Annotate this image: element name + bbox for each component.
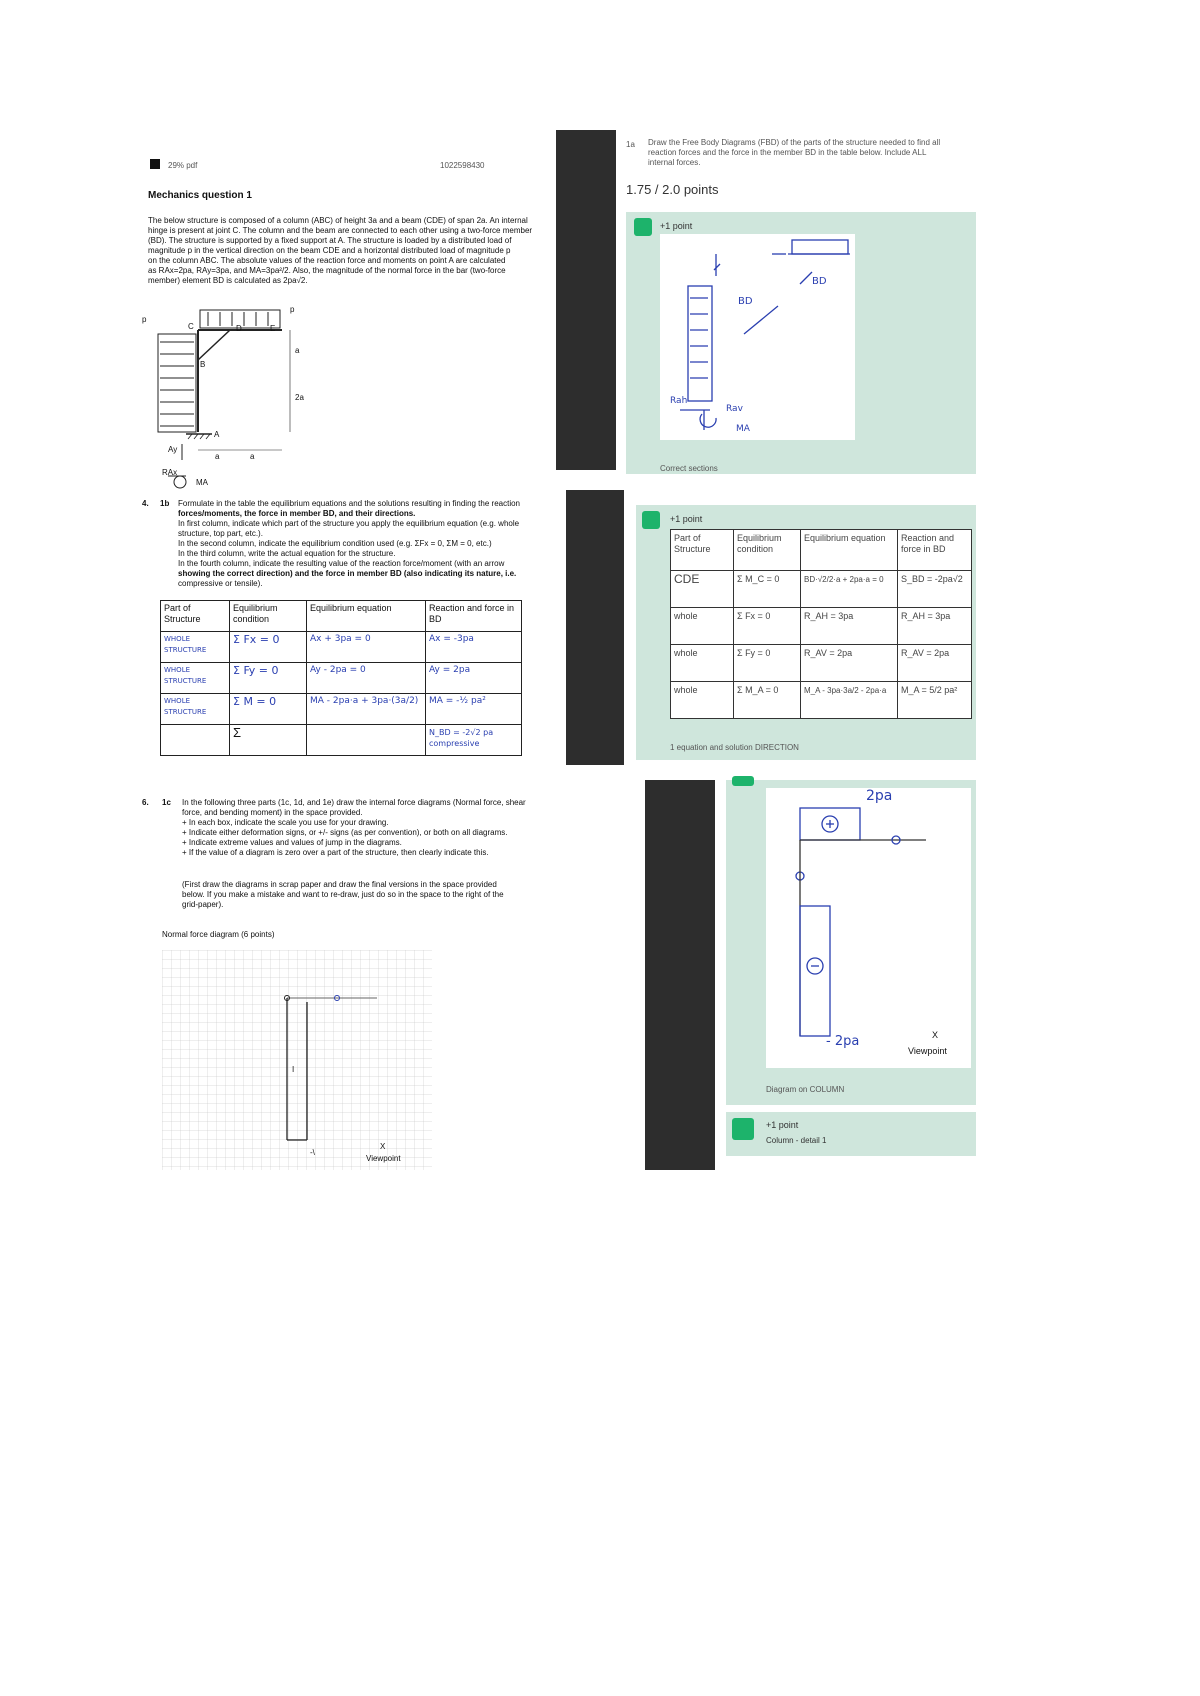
fbd-text: Draw the Free Body Diagrams (FBD) of the parts of the structure needed to find all: [648, 138, 941, 147]
column-detail-label: Column - detail 1: [766, 1136, 827, 1145]
nfd-sketch: [766, 788, 971, 1068]
table-cell: R_AH = 3pa: [898, 608, 972, 645]
table-cell: WHOLE STRUCTURE: [161, 663, 230, 694]
scan-border: [566, 490, 624, 765]
table-row: [161, 725, 522, 756]
q1b-num: 4.: [142, 499, 149, 508]
fbd-label-bd: BD: [738, 296, 753, 307]
question-title: Mechanics question 1: [148, 190, 252, 201]
header-left: 29% pdf: [168, 161, 198, 170]
q1b-line: showing the correct direction) and the force in member BD (also indicating its nature, i.e.: [178, 569, 517, 578]
table-header: Equilibrium condition: [734, 530, 801, 571]
nfd-graded-panel: [726, 780, 976, 1105]
intro-line: (BD). The structure is supported by a fixed support at A. The structure is loaded by a distributed load of: [148, 236, 512, 245]
table-cell: Σ M_A = 0: [734, 682, 801, 719]
table-header-row: [671, 530, 972, 571]
q1b-line: In the fourth column, indicate the resulting value of the reaction force/moment (with an arrow: [178, 559, 505, 568]
table-cell: N_BD = -2√2 pa compressive: [426, 725, 522, 756]
table-header: Equilibrium condition: [230, 601, 307, 632]
fbd-qnum: 1a: [626, 140, 635, 149]
table-header: Part of Structure: [161, 601, 230, 632]
normal-force-grid: [162, 950, 432, 1170]
fbd-sketch: [660, 234, 855, 440]
label-d: D: [236, 324, 242, 333]
table-header: Reaction and force in BD: [898, 530, 972, 571]
label-c: C: [188, 322, 194, 331]
q1b-table: [160, 600, 522, 756]
label-ay: Ay: [168, 445, 178, 454]
q1c-note: [182, 880, 612, 910]
table-header: Equilibrium equation: [801, 530, 898, 571]
fbd-drawing: [660, 234, 855, 440]
table-cell: Σ M_C = 0: [734, 571, 801, 608]
q1b-line: Formulate in the table the equilibrium equations and the solutions resulting in finding the reaction: [178, 499, 520, 508]
table-cell: Ax + 3pa = 0: [307, 632, 426, 663]
table-cell: R_AH = 3pa: [801, 608, 898, 645]
table-header-row: [161, 601, 522, 632]
point-badge: [732, 776, 754, 786]
label-dim-a: a: [295, 346, 300, 355]
q1b-line: forces/moments, the force in member BD, and their directions.: [178, 509, 416, 518]
table-row: [671, 571, 972, 608]
q1b-qnum: 1b: [160, 499, 170, 508]
fbd-text: reaction forces and the force in the member BD in the table below. Include ALL: [648, 148, 927, 157]
intro-line: hinge is present at joint C. The column and the beam are connected to each other using a two-force member: [148, 226, 533, 235]
label-dim-a-bottom: a: [215, 452, 220, 461]
question-1c-scan: [140, 790, 620, 1175]
q1b-line: structure, top part, etc.).: [178, 529, 263, 538]
q1b-line: In the second column, indicate the equilibrium condition used (e.g. ΣFx = 0, ΣM = 0, etc.): [178, 539, 492, 548]
table-cell: [307, 725, 426, 756]
q1c-line: In the following three parts (1c, 1d, and 1e) draw the internal force diagrams (Normal force, shear: [182, 798, 526, 807]
q1c-text: [182, 798, 612, 858]
table-cell: R_AV = 2pa: [801, 645, 898, 682]
table-cell: BD·√2/2·a + 2pa·a = 0: [801, 571, 898, 608]
nfd-viewpoint: Viewpoint: [908, 1046, 947, 1056]
table-cell: Ay - 2pa = 0: [307, 663, 426, 694]
question-intro: [148, 216, 578, 286]
q1c-line: force, and bending moment) in the space provided.: [182, 808, 363, 817]
nfd-drawing: [766, 788, 971, 1068]
intro-line: as RAx=2pa, RAy=3pa, and MA=3pa²/2. Also, the magnitude of the normal force in the bar (two-force: [148, 266, 506, 275]
question-1-scan: [140, 150, 580, 520]
table-cell: Σ Fx = 0: [734, 608, 801, 645]
q1c-note-line: grid-paper).: [182, 900, 224, 909]
q1c-qnum: 1c: [162, 798, 171, 807]
point-badge: [634, 218, 652, 236]
table-cell: Σ Fy = 0: [230, 663, 307, 694]
table-header: Reaction and force in BD: [426, 601, 522, 632]
table-cell: whole: [671, 608, 734, 645]
table-cell: Σ M = 0: [230, 694, 307, 725]
q1c-note-line: below. If you make a mistake and want to re-draw, just do so in the space to the right of the: [182, 890, 504, 899]
table-cell: Σ: [230, 725, 307, 756]
q1b-line: In first column, indicate which part of the structure you apply the equilibrium equation (e.g. whole: [178, 519, 520, 528]
q1c-subtitle: Normal force diagram (6 points): [162, 930, 275, 939]
table-cell: whole: [671, 645, 734, 682]
graded-footer: 1 equation and solution DIRECTION: [670, 743, 799, 752]
q1c-line: + Indicate extreme values and values of jump in the diagrams.: [182, 838, 402, 847]
corner-marker: [150, 159, 160, 169]
table-header: Equilibrium equation: [307, 601, 426, 632]
question-1b-scan: [140, 495, 560, 770]
table-cell: S_BD = -2pa√2: [898, 571, 972, 608]
label-e: E: [270, 324, 276, 333]
fbd-text: internal forces.: [648, 158, 701, 167]
table-row: [161, 632, 522, 663]
nfd-footer: Diagram on COLUMN: [766, 1085, 845, 1094]
fbd-score: 1.75 / 2.0 points: [626, 182, 719, 197]
label-rax: RAx: [162, 468, 178, 477]
label-p-top: p: [290, 305, 295, 314]
grid-label-i: I: [292, 1065, 295, 1074]
fbd-footer: Correct sections: [660, 464, 718, 473]
fbd-graded-panel: [626, 212, 976, 474]
intro-line: magnitude p in the vertical direction on the beam CDE and a horizontal distributed load of magnitude p: [148, 246, 511, 255]
q1c-note-line: (First draw the diagrams in scrap paper and draw the final versions in the space provided: [182, 880, 497, 889]
column-detail-panel: [726, 1112, 976, 1156]
table-cell: M_A = 5/2 pa²: [898, 682, 972, 719]
table-cell: Ay = 2pa: [426, 663, 522, 694]
q1b-line: compressive or tensile).: [178, 579, 263, 588]
intro-line: on the column ABC. The absolute values of the reaction force and moments on point A are calculated: [148, 256, 506, 265]
grid-label-viewpoint: Viewpoint: [366, 1154, 401, 1163]
table-cell: Σ Fy = 0: [734, 645, 801, 682]
table-cell: WHOLE STRUCTURE: [161, 694, 230, 725]
grid-label-x: X: [380, 1142, 386, 1151]
label-dim-a-bottom2: a: [250, 452, 255, 461]
q1c-line: + Indicate either deformation signs, or +/- signs (as per convention), or both on all diagrams.: [182, 828, 508, 837]
table-cell: M_A - 3pa·3a/2 - 2pa·a: [801, 682, 898, 719]
intro-line: member) element BD is calculated as 2pa√2.: [148, 276, 308, 285]
table-row: [671, 645, 972, 682]
nfd-x: X: [932, 1030, 939, 1040]
q1c-line: + If the value of a diagram is zero over a part of the structure, then clearly indicate this.: [182, 848, 489, 857]
point-label: +1 point: [766, 1120, 799, 1130]
q1c-line: + In each box, indicate the scale you use for your drawing.: [182, 818, 389, 827]
table-cell: R_AV = 2pa: [898, 645, 972, 682]
fbd-label-ma: MA: [736, 424, 750, 434]
point-badge: [732, 1118, 754, 1140]
table-cell: MA = -½ pa²: [426, 694, 522, 725]
label-dim-2a: 2a: [295, 393, 304, 402]
point-badge: [642, 511, 660, 529]
q1b-text: [178, 499, 558, 589]
table-cell: MA - 2pa·a + 3pa·(3a/2): [307, 694, 426, 725]
label-a: A: [214, 430, 220, 439]
point-label: +1 point: [660, 221, 693, 231]
table-cell: CDE: [671, 571, 734, 608]
table-cell: Ax = -3pa: [426, 632, 522, 663]
nfd-top-value: 2pa: [866, 788, 893, 804]
fbd-label-rah: Rah: [670, 396, 688, 406]
table-cell: whole: [671, 682, 734, 719]
header-right: 1022598430: [440, 161, 485, 170]
label-p-left: p: [142, 315, 147, 324]
scan-border: [556, 130, 616, 470]
table-header: Part of Structure: [671, 530, 734, 571]
table-cell: Σ Fx = 0: [230, 632, 307, 663]
q1c-num: 6.: [142, 798, 149, 807]
fbd-label-bd2: BD: [812, 276, 827, 287]
table-cell: [161, 725, 230, 756]
scan-border: [645, 780, 715, 1170]
intro-line: The below structure is composed of a column (ABC) of height 3a and a beam (CDE) of span 2a. An internal: [148, 216, 528, 225]
table-row: [161, 694, 522, 725]
point-label: +1 point: [670, 514, 703, 524]
nfd-bottom-value: - 2pa: [826, 1034, 860, 1049]
table-row: [161, 663, 522, 694]
fbd-label-rav: Rav: [726, 404, 743, 414]
table-row: [671, 608, 972, 645]
graded-table: [670, 529, 972, 719]
grid-label-minus: -\: [310, 1148, 315, 1157]
label-b: B: [200, 360, 206, 369]
graded-table-panel: [636, 505, 976, 760]
q1b-line: In the third column, write the actual equation for the structure.: [178, 549, 396, 558]
label-ma: MA: [196, 478, 208, 487]
table-row: [671, 682, 972, 719]
table-cell: WHOLE STRUCTURE: [161, 632, 230, 663]
